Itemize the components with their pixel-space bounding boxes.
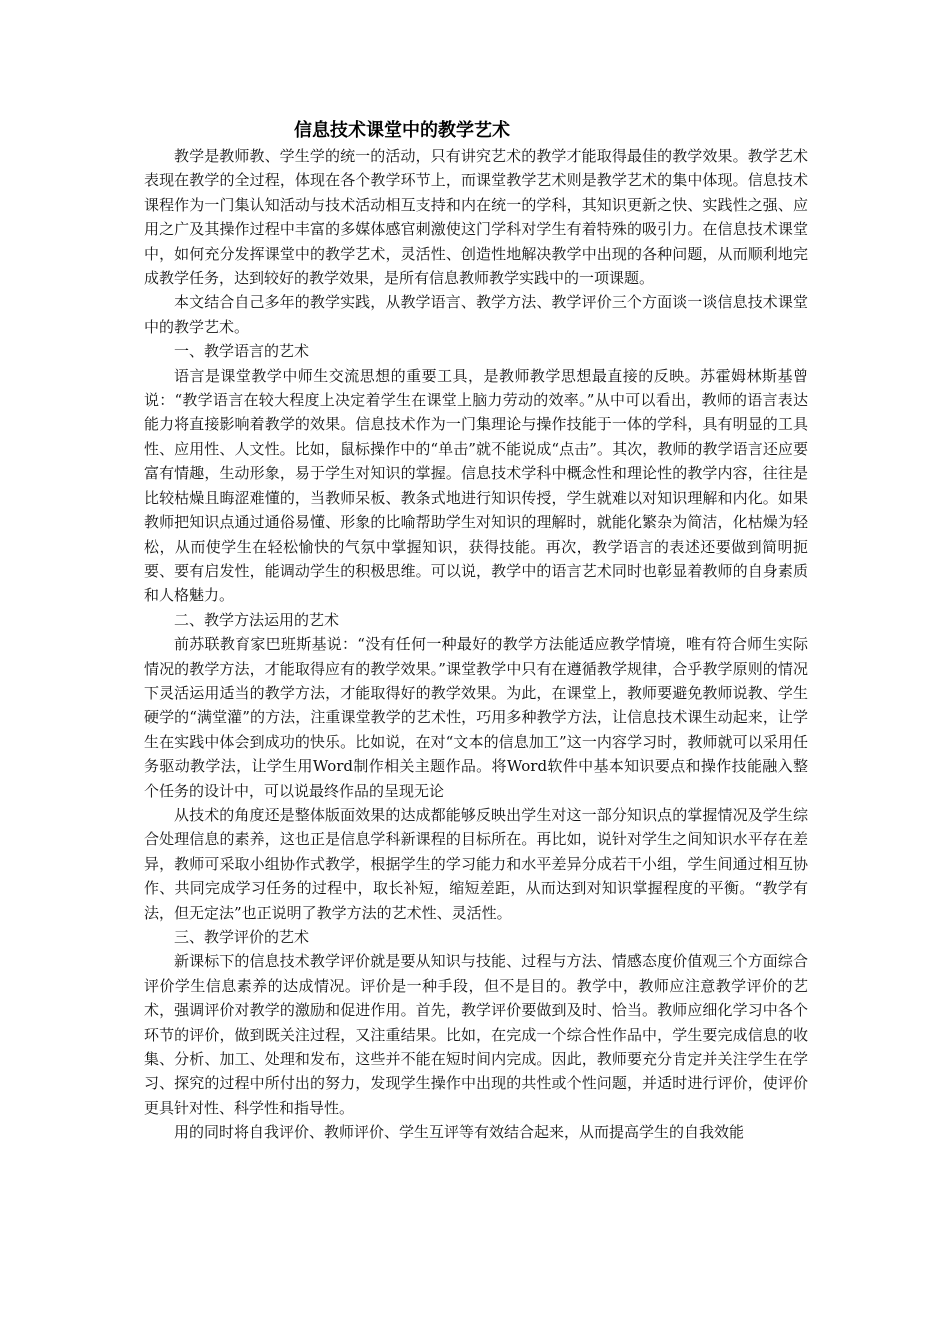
language-paragraph: 语言是课堂教学中师生交流思想的重要工具，是教师教学思想最直接的反映。苏霍姆林斯基曾说：“教学语言在较大程度上决定着学生在课堂上脑力劳动的效率。”从中可以看出，教师的语言表达能力将直接影响着教学的效果。信息技术作为一门集理论与操作技能于一体的学科，具有明显的工具性、应用性、人文性。比如，鼠标操作中的“单击”就不能说成“点击”。其次，教师的教学语言还应要富有情趣，生动形象，易于学生对知识的掌握。信息技术学科中概念性和理论性的教学内容，往往是比较枯燥且晦涩难懂的，当教师呆板、教条式地进行知识传授，学生就难以对知识理解和内化。如果教师把知识点通过通俗易懂、形象的比喻帮助学生对知识的理解时，就能化繁杂为简洁，化枯燥为轻松，从而使学生在轻松愉快的气氛中掌握知识，获得技能。再次，教学语言的表述还要做到简明扼要、要有启发性，能调动学生的积极思维。可以说，教学中的语言艺术同时也彰显着教师的自身素质和人格魅力。 bbox=[144, 366, 808, 605]
intro-paragraph: 教学是教师教、学生学的统一的活动，只有讲究艺术的教学才能取得最佳的教学效果。教学艺术表现在教学的全过程，体现在各个教学环节上，而课堂教学艺术则是教学艺术的集中体现。信息技术课程作为一门集认知活动与技术活动相互支持和内在统一的学科，其知识更新之快、实践性之强、应用之广及其操作过程中丰富的多媒体感官刺激使这门学科对学生有着特殊的吸引力。在信息技术课堂中，如何充分发挥课堂中的教学艺术，灵活性、创造性地解决教学中出现的各种问题，从而顺利地完成教学任务，达到较好的教学效果，是所有信息教师教学实践中的一项课题。 bbox=[144, 147, 808, 288]
section-heading-method: 二、教学方法运用的艺术 bbox=[174, 610, 340, 629]
section-heading-evaluation: 三、教学评价的艺术 bbox=[174, 928, 310, 946]
document-title: 信息技术课堂中的教学艺术 bbox=[294, 120, 510, 141]
overview-paragraph: 本文结合自己多年的教学实践，从教学语言、教学方法、教学评价三个方面谈一谈信息技术课堂中的教学艺术。 bbox=[144, 293, 808, 336]
document-body bbox=[144, 118, 808, 1145]
method-paragraph: 前苏联教育家巴班斯基说：“没有任何一种最好的教学方法能适应教学情境，唯有符合师生实际情况的教学方法，才能取得应有的教学效果。”课堂教学中只有在遵循教学规律，合乎教学原则的情况下灵活运用适当的教学方法，才能取得好的教学效果。为此，在课堂上，教师要避免教师说教、学生硬学的“满堂灌”的方法，注重课堂教学的艺术性，巧用多种教学方法，让信息技术课生动起来，让学生在实践中体会到成功的快乐。比如说，在对“文本的信息加工”这一内容学习时，教师就可以采用任务驱动教学法，让学生用Word制作相关主题作品。将Word软件中基本知识要点和操作技能融入整个任务的设计中，可以说最终作品的呈现无论 bbox=[144, 635, 808, 800]
evaluation-paragraph: 新课标下的信息技术教学评价就是要从知识与技能、过程与方法、情感态度价值观三个方面综合评价学生信息素养的达成情况。评价是一种手段，但不是目的。教学中，教师应注意教学评价的艺术，强调评价对教学的激励和促进作用。首先，教学评价要做到及时、恰当。教师应细化学习中各个环节的评价，做到既关注过程，又注重结果。比如，在完成一个综合性作品中，学生要完成信息的收集、分析、加工、处理和发布，这些并不能在短时间内完成。因此，教师要充分肯定并关注学生在学习、探究的过程中所付出的努力，发现学生操作中出现的共性或个性问题，并适时进行评价，使评价更具针对性、科学性和指导性。 bbox=[144, 952, 808, 1117]
evaluation-paragraph-continued: 用的同时将自我评价、教师评价、学生互评等有效结合起来，从而提高学生的自我效能 bbox=[174, 1123, 745, 1142]
method-paragraph-continued: 从技术的角度还是整体版面效果的达成都能够反映出学生对这一部分知识点的掌握情况及学生综合处理信息的素养，这也正是信息学科新课程的目标所在。再比如，说针对学生之间知识水平存在差异，教师可采取小组协作式教学，根据学生的学习能力和水平差异分成若干小组，学生间通过相互协作、共同完成学习任务的过程中，取长补短，缩短差距，从而达到对知识掌握程度的平衡。“教学有法，但无定法”也正说明了教学方法的艺术性、灵活性。 bbox=[144, 805, 808, 922]
section-heading-language: 一、教学语言的艺术 bbox=[174, 342, 310, 361]
